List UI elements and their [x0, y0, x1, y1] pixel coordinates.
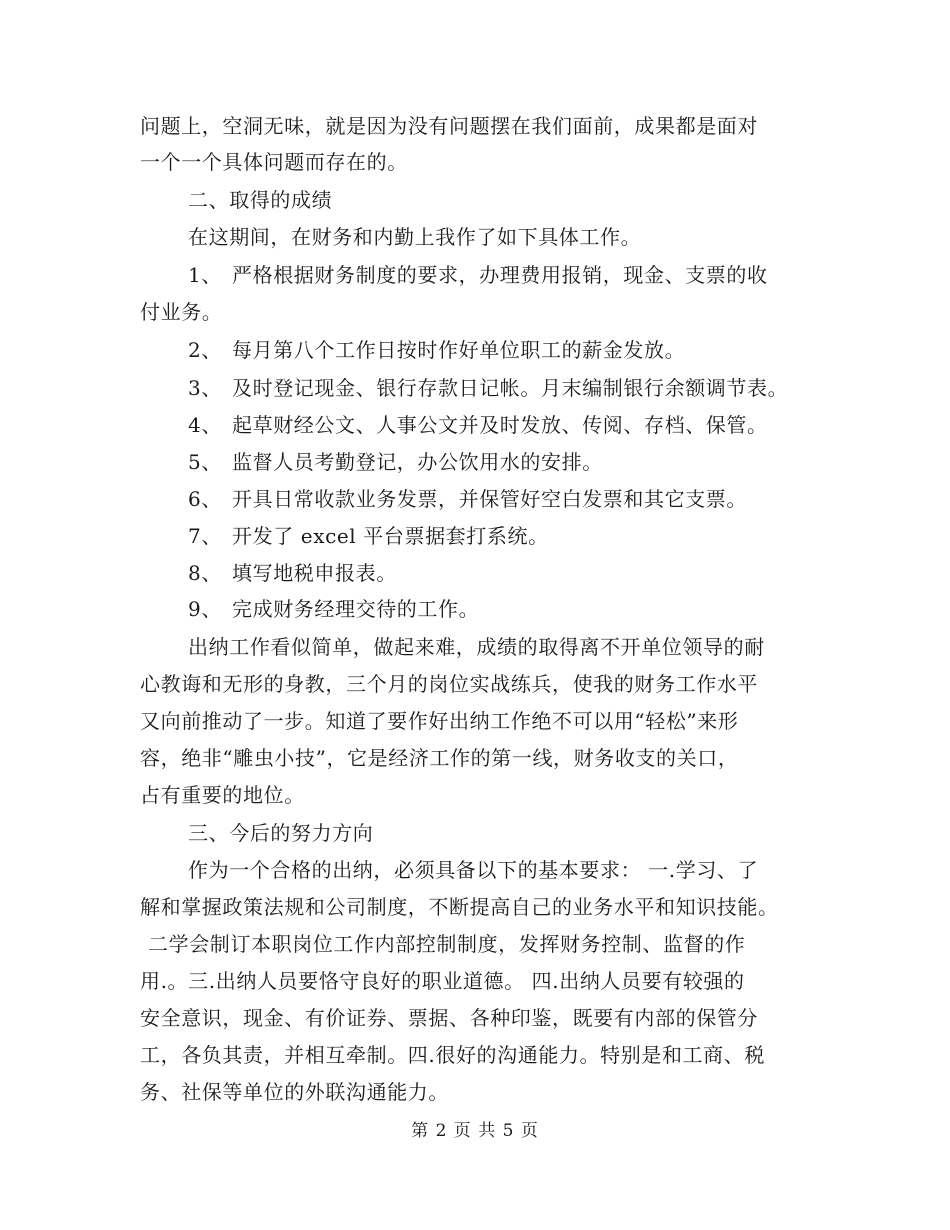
text-line: 心教诲和无形的身教，三个月的岗位实战练兵，使我的财务工作水平: [140, 672, 758, 696]
list-item-number: 4、: [188, 413, 222, 437]
list-item-text: 起草财经公文、人事公文并及时发放、传阅、存档、保管。: [232, 413, 768, 437]
text-line: 安全意识，现金、有价证券、票据、各种印鉴，既要有内部的保管分: [140, 1006, 758, 1030]
text-line: 容，绝非“雕虫小技”，它是经济工作的第一线，财务收支的关口，: [140, 746, 739, 770]
text-line: 占有重要的地位。: [140, 783, 305, 807]
list-item-text: 每月第八个工作日按时作好单位职工的薪金发放。: [232, 338, 686, 362]
text-line: 工，各负其责，并相互牵制。四.很好的沟通能力。特别是和工商、税: [140, 1043, 765, 1067]
list-item: [188, 413, 768, 437]
list-item-number: 3、: [188, 376, 222, 400]
list-item: [188, 561, 397, 585]
text-line: 用.。三.出纳人员要恪守良好的职业道德。 四.出纳人员要有较强的: [140, 969, 745, 993]
list-item: [188, 338, 685, 362]
list-item-number: 2、: [188, 338, 222, 362]
list-item-number: 1、: [188, 263, 222, 287]
section-heading-2: 二、取得的成绩: [188, 188, 333, 212]
list-item-text: 严格根据财务制度的要求，办理费用报销，现金、支票的收: [232, 263, 768, 287]
text-line: 在这期间，在财务和内勤上我作了如下具体工作。: [188, 225, 642, 249]
list-item-text: 开发了 excel 平台票据套打系统。: [232, 524, 549, 548]
text-line: 又向前推动了一步。知道了要作好出纳工作绝不可以用“轻松”来形: [140, 709, 739, 733]
list-item-text: 开具日常收款业务发票，并保管好空白发票和其它支票。: [232, 487, 747, 511]
list-item-number: 7、: [188, 524, 222, 548]
text-line: 作为一个合格的出纳，必须具备以下的基本要求： 一.学习、了: [188, 858, 759, 882]
list-item-number: 5、: [188, 450, 222, 474]
section-heading-3: 三、今后的努力方向: [188, 821, 374, 845]
list-item-text: 监督人员考勤登记，办公饮用水的安排。: [232, 450, 603, 474]
list-item-text: 完成财务经理交待的工作。: [232, 597, 480, 621]
list-item: [188, 524, 549, 548]
text-line: 二学会制订本职岗位工作内部控制制度，发挥财务控制、监督的作: [148, 932, 746, 956]
text-line: 解和掌握政策法规和公司制度，不断提高自己的业务水平和知识技能。: [140, 895, 779, 919]
list-item-number: 6、: [188, 487, 222, 511]
list-item: [188, 263, 768, 287]
list-item: [188, 597, 479, 621]
list-item: [188, 450, 603, 474]
list-item: [188, 376, 788, 400]
list-item-continuation: 付业务。: [140, 300, 223, 324]
text-line: 务、社保等单位的外联沟通能力。: [140, 1080, 449, 1104]
list-item-number: 8、: [188, 561, 222, 585]
page-number-footer: 第 2 页 共 5 页: [411, 1121, 539, 1141]
list-item-text: 填写地税申报表。: [232, 561, 397, 585]
list-item-text: 及时登记现金、银行存款日记帐。月末编制银行余额调节表。: [232, 376, 789, 400]
list-item: [188, 487, 747, 511]
text-line: 一个一个具体问题而存在的。: [140, 150, 408, 174]
text-line: 出纳工作看似简单，做起来难，成绩的取得离不开单位领导的耐: [188, 635, 765, 659]
text-line: 问题上，空洞无味，就是因为没有问题摆在我们面前，成果都是面对: [140, 114, 758, 138]
list-item-number: 9、: [188, 597, 222, 621]
